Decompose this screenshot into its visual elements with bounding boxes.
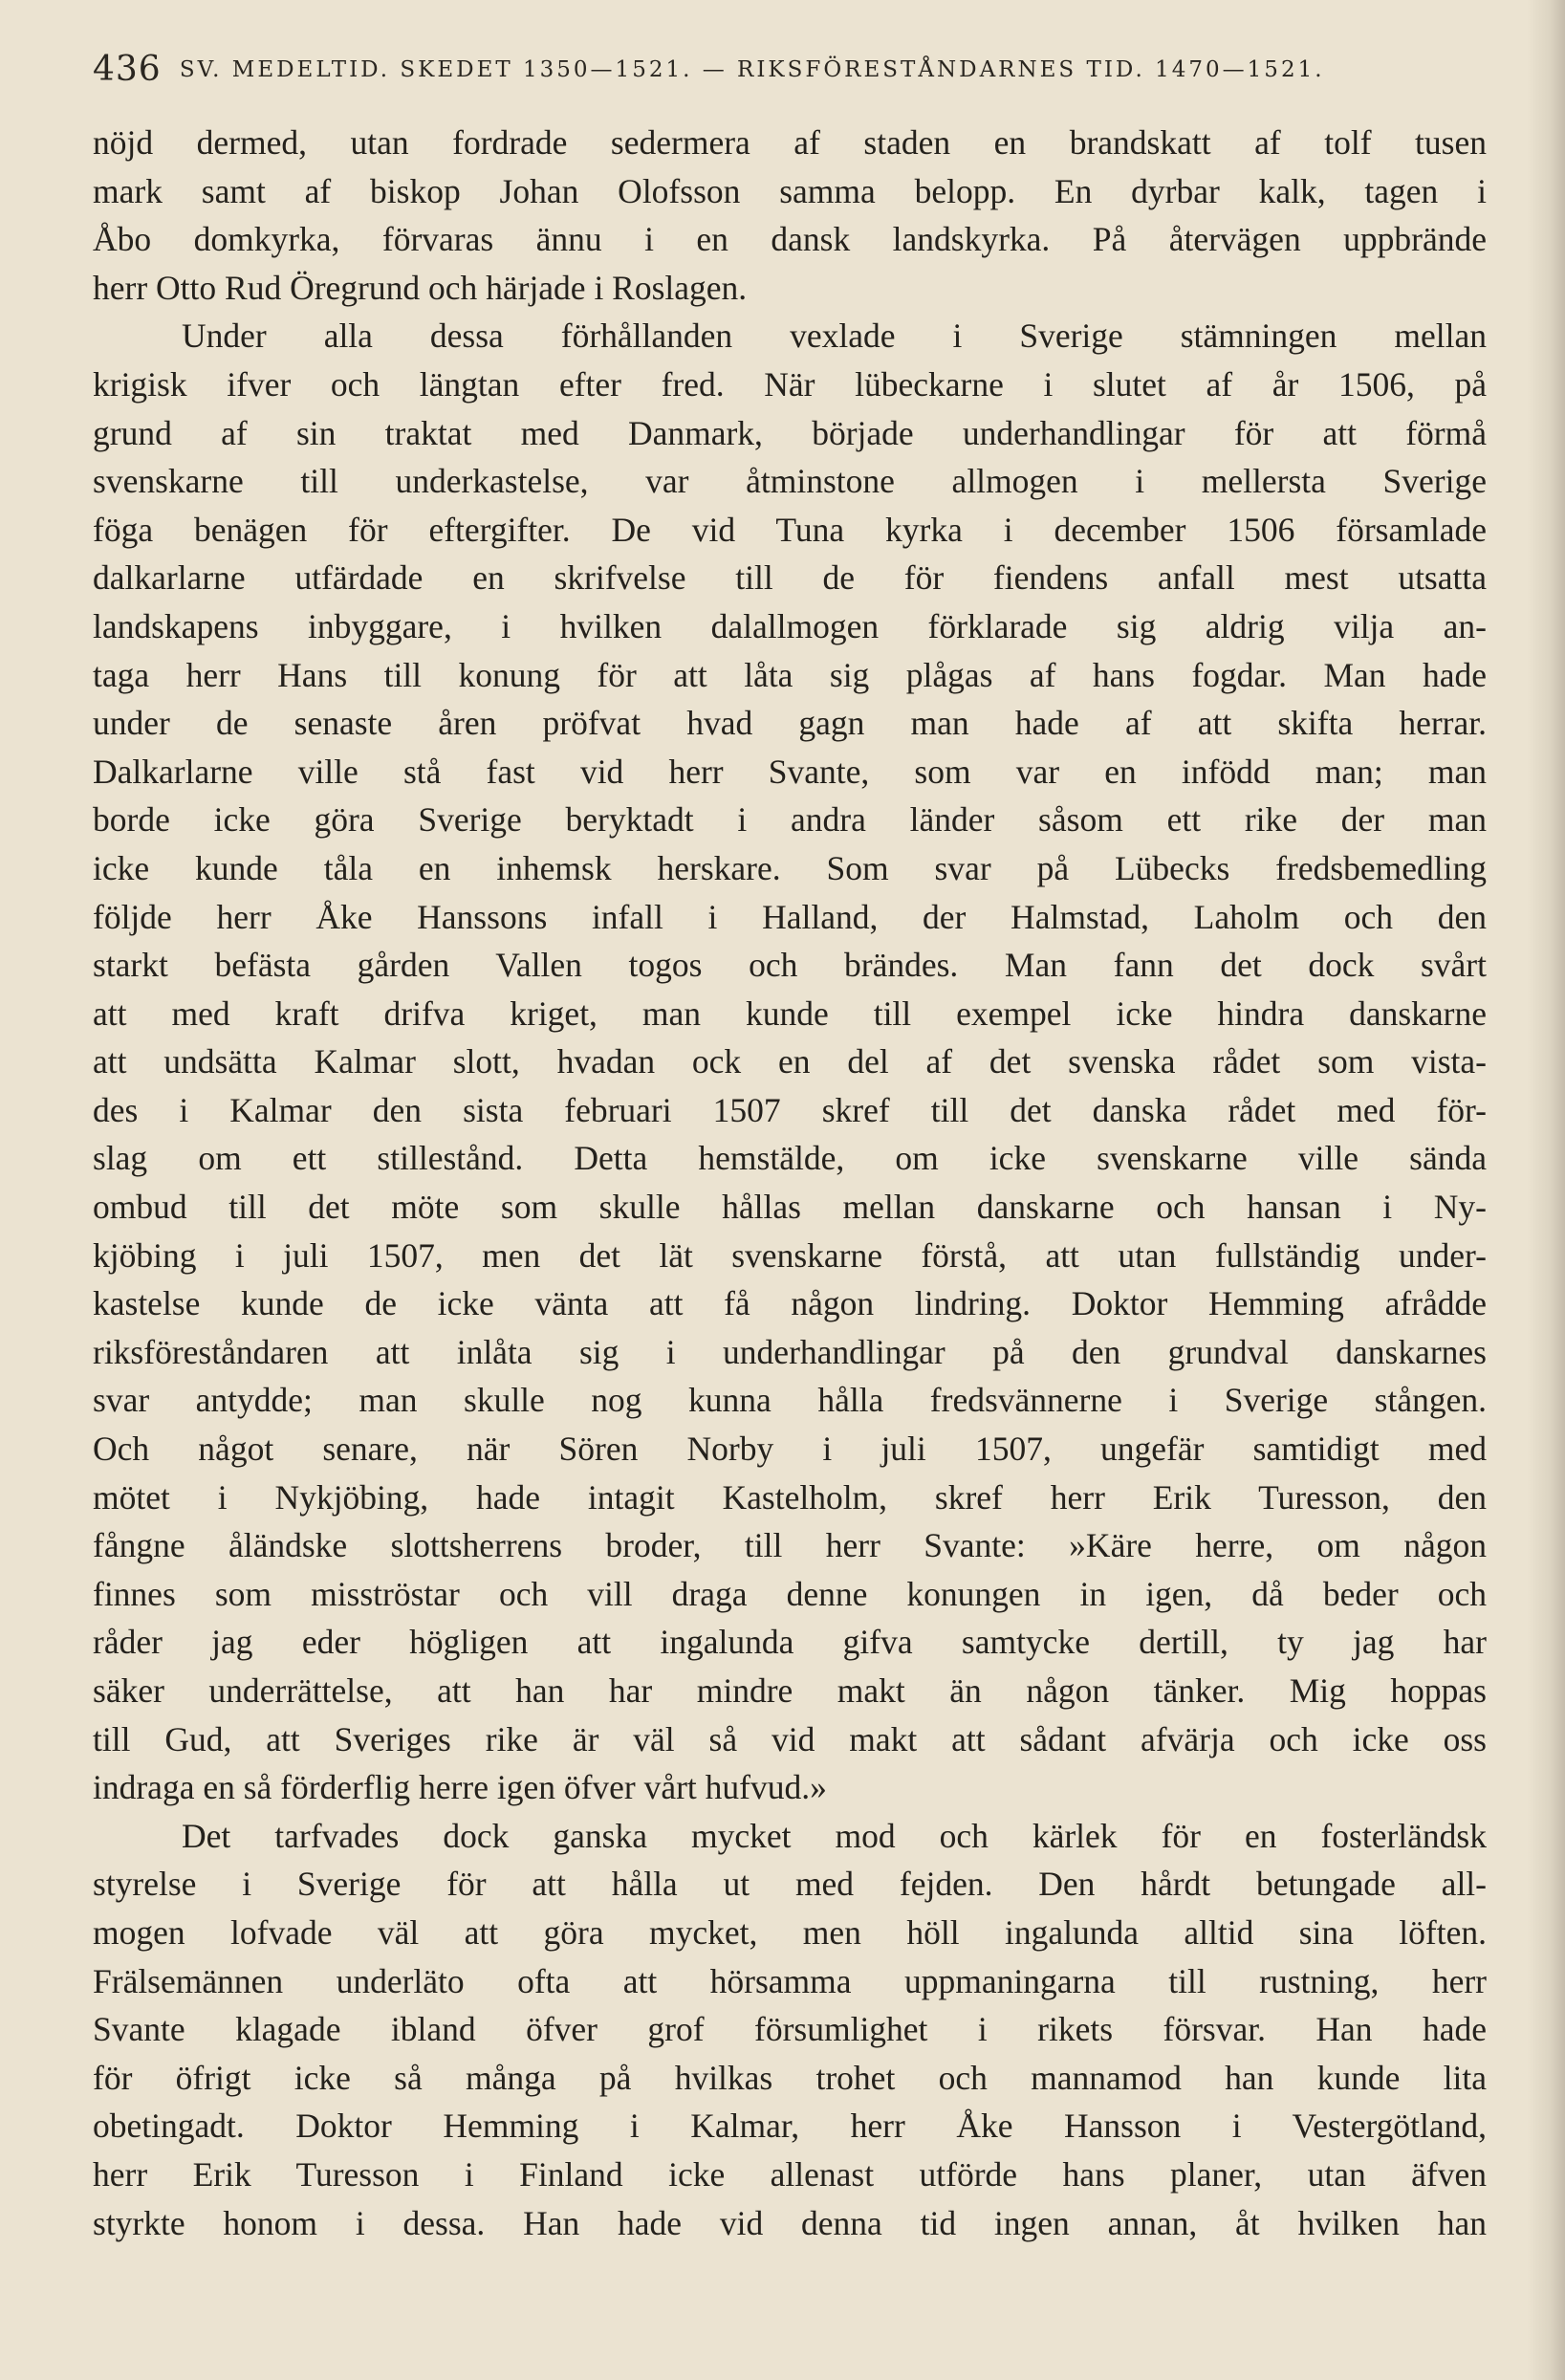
text-line: grund af sin traktat med Danmark, började underhandlingar för att förmå — [93, 413, 1487, 452]
text-line: mark samt af biskop Johan Olofsson samma belopp. En dyrbar kalk, tagen i — [93, 171, 1487, 210]
text-line: till Gud, att Sveriges rike är väl så vid makt att sådant afvärja och icke oss — [93, 1719, 1487, 1758]
page-number: 436 — [93, 50, 162, 89]
text-line: borde icke göra Sverige beryktadt i andra länder såsom ett rike der man — [93, 800, 1487, 840]
page-edge-shadow — [1527, 0, 1565, 2380]
text-line: herr Erik Turesson i Finland icke allenast utförde hans planer, utan äfven — [93, 2154, 1487, 2194]
text-line: styrelse i Sverige för att hålla ut med fejden. Den hårdt betungade all- — [93, 1865, 1487, 1904]
text-line: föga benägen för eftergifter. De vid Tuna kyrka i december 1506 församlade — [93, 510, 1487, 549]
body-text — [93, 119, 1487, 2247]
text-line: nöjd dermed, utan fordrade sedermera af staden en brandskatt af tolf tusen — [93, 123, 1487, 162]
running-title: SV. MEDELTID. SKEDET 1350—1521. — RIKSFÖRESTÅNDARNES TID. 1470—1521. — [179, 57, 1325, 82]
text-line: Åbo domkyrka, förvaras ännu i en dansk landskyrka. På återvägen uppbrände — [93, 220, 1487, 259]
text-line: fångne åländske slottsherrens broder, till herr Svante: »Käre herre, om någon — [93, 1526, 1487, 1565]
text-line: kastelse kunde de icke vänta att få någon lindring. Doktor Hemming afrådde — [93, 1284, 1487, 1323]
text-line: herr Otto Rud Öregrund och härjade i Roslagen. — [93, 268, 748, 307]
text-line: svenskarne till underkastelse, var åtminstone allmogen i mellersta Sverige — [93, 462, 1487, 501]
text-line: krigisk ifver och längtan efter fred. När lübeckarne i slutet af år 1506, på — [93, 364, 1487, 404]
text-line: att undsätta Kalmar slott, hvadan ock en del af det svenska rådet som vista- — [93, 1042, 1487, 1081]
text-line: råder jag eder högligen att ingalunda gifva samtycke dertill, ty jag har — [93, 1623, 1487, 1662]
text-line: des i Kalmar den sista februari 1507 skref till det danska rådet med för- — [93, 1090, 1487, 1129]
text-line: svar antydde; man skulle nog kunna hålla fredsvännerne i Sverige stången. — [93, 1381, 1487, 1420]
text-line: följde herr Åke Hanssons infall i Halland, der Halmstad, Laholm och den — [93, 897, 1487, 936]
text-line: obetingadt. Doktor Hemming i Kalmar, herr Åke Hansson i Vestergötland, — [93, 2107, 1487, 2146]
page-header — [93, 50, 1489, 98]
paragraph-start-line: Det tarfvades dock ganska mycket mod och kärlek för en fosterländsk — [182, 1816, 1487, 1855]
paragraph-start-line: Under alla dessa förhållanden vexlade i Sverige stämningen mellan — [182, 317, 1487, 356]
text-line: säker underrättelse, att han har mindre makt än någon tänker. Mig hoppas — [93, 1671, 1487, 1710]
text-line: för öfrigt icke så många på hvilkas trohet och mannamod han kunde lita — [93, 2058, 1487, 2097]
text-line: indraga en så förderflig herre igen öfver vårt hufvud.» — [93, 1768, 827, 1807]
text-line: att med kraft drifva kriget, man kunde till exempel icke hindra danskarne — [93, 993, 1487, 1033]
text-line: kjöbing i juli 1507, men det lät svenskarne förstå, att utan fullständig under- — [93, 1235, 1487, 1275]
text-line: Dalkarlarne ville stå fast vid herr Svante, som var en infödd man; man — [93, 752, 1487, 791]
text-line: Svante klagade ibland öfver grof försumlighet i rikets försvar. Han hade — [93, 2010, 1487, 2049]
text-line: under de senaste åren pröfvat hvad gagn man hade af att skifta herrar. — [93, 704, 1487, 743]
text-line: mogen lofvade väl att göra mycket, men höll ingalunda alltid sina löften. — [93, 1912, 1487, 1952]
text-line: styrkte honom i dessa. Han hade vid denna tid ingen annan, åt hvilken han — [93, 2203, 1487, 2242]
text-line: riksföreståndaren att inlåta sig i underhandlingar på den grundval danskarnes — [93, 1332, 1487, 1371]
text-line: slag om ett stillestånd. Detta hemstälde, om icke svenskarne ville sända — [93, 1139, 1487, 1178]
text-line: taga herr Hans till konung för att låta sig plågas af hans fogdar. Man hade — [93, 655, 1487, 694]
text-line: Och något senare, när Sören Norby i juli 1507, ungefär samtidigt med — [93, 1430, 1487, 1469]
text-line: mötet i Nykjöbing, hade intagit Kastelholm, skref herr Erik Turesson, den — [93, 1477, 1487, 1517]
text-line: finnes som misströstar och vill draga denne konungen in igen, då beder och — [93, 1574, 1487, 1613]
text-line: starkt befästa gården Vallen togos och brändes. Man fann det dock svårt — [93, 946, 1487, 985]
text-line: icke kunde tåla en inhemsk herskare. Som svar på Lübecks fredsbemedling — [93, 848, 1487, 887]
text-line: ombud till det möte som skulle hållas mellan danskarne och hansan i Ny- — [93, 1188, 1487, 1227]
text-line: Frälsemännen underläto ofta att hörsamma uppmaningarna till rustning, herr — [93, 1961, 1487, 2000]
text-line: dalkarlarne utfärdade en skrifvelse till de för fiendens anfall mest utsatta — [93, 558, 1487, 598]
text-line: landskapens inbyggare, i hvilken dalallmogen förklarade sig aldrig vilja an- — [93, 606, 1487, 645]
